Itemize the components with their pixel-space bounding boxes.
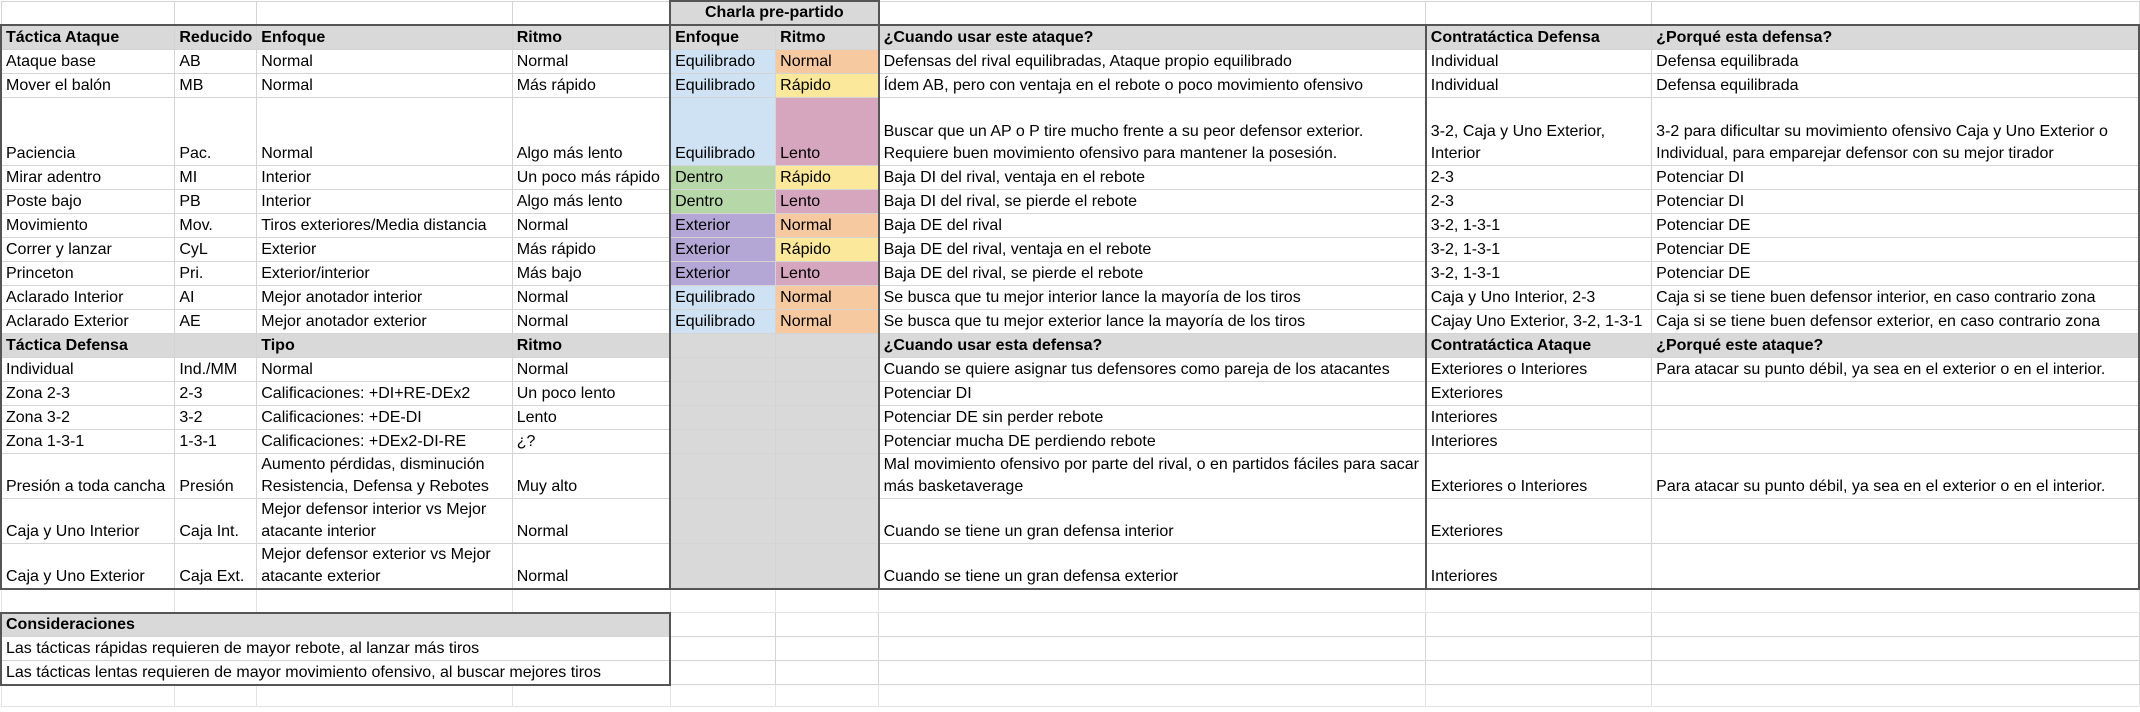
consideration-line[interactable]: Las tácticas rápidas requieren de mayor rebote, al lanzar más tiros [1, 637, 670, 661]
attack-cell[interactable]: 3-2 para dificultar su movimiento ofensivo Caja y Uno Exterior o Individual, para emparejar defensor con su mejor tirador [1652, 97, 2139, 165]
defense-cell[interactable]: Caja y Uno Exterior [1, 543, 175, 589]
defense-cell[interactable]: Cuando se quiere asignar tus defensores como pareja de los atacantes [879, 357, 1426, 381]
attack-cell[interactable]: Equilibrado [670, 49, 776, 73]
attack-cell[interactable]: Rápido [776, 165, 879, 189]
defense-cell[interactable]: Zona 2-3 [1, 381, 175, 405]
defense-cell[interactable]: Exteriores o Interiores [1426, 453, 1652, 498]
attack-cell[interactable]: Rápido [776, 73, 879, 97]
attack-cell[interactable]: Más rápido [512, 237, 670, 261]
empty-cell[interactable] [879, 1, 1426, 25]
empty-cell[interactable] [1426, 661, 1652, 685]
empty-cell[interactable] [175, 685, 257, 707]
defense-header-cell[interactable]: Ritmo [512, 333, 670, 357]
empty-cell[interactable] [1652, 589, 2139, 613]
empty-cell[interactable] [1652, 661, 2139, 685]
empty-cell[interactable] [175, 1, 257, 25]
attack-cell[interactable]: Exterior [670, 237, 776, 261]
empty-cell[interactable] [512, 1, 670, 25]
empty-cell[interactable] [1426, 589, 1652, 613]
attack-cell[interactable]: Dentro [670, 189, 776, 213]
attack-cell[interactable]: Potenciar DI [1652, 189, 2139, 213]
attack-cell[interactable]: Pac. [175, 97, 257, 165]
attack-cell[interactable]: Exterior [670, 213, 776, 237]
attack-cell[interactable]: Paciencia [1, 97, 175, 165]
attack-cell[interactable]: Un poco más rápido [512, 165, 670, 189]
defense-cell[interactable]: Caja Ext. [175, 543, 257, 589]
empty-cell[interactable] [1426, 613, 1652, 637]
empty-cell[interactable] [257, 685, 512, 707]
attack-cell[interactable]: Ataque base [1, 49, 175, 73]
attack-cell[interactable]: Equilibrado [670, 309, 776, 333]
defense-header-cell[interactable]: Tipo [257, 333, 512, 357]
defense-cell[interactable]: Muy alto [512, 453, 670, 498]
defense-header-cell[interactable]: Táctica Defensa [1, 333, 175, 357]
defense-cell[interactable]: Mal movimiento ofensivo por parte del rival, o en partidos fáciles para sacar más basketaverage [879, 453, 1426, 498]
attack-cell[interactable]: Normal [512, 213, 670, 237]
defense-cell[interactable]: Presión [175, 453, 257, 498]
attack-cell[interactable]: Se busca que tu mejor exterior lance la mayoría de los tiros [879, 309, 1426, 333]
defense-cell[interactable] [1652, 543, 2139, 589]
empty-cell[interactable] [512, 589, 670, 613]
defense-cell[interactable] [1652, 429, 2139, 453]
defense-header-cell[interactable]: ¿Porqué este ataque? [1652, 333, 2139, 357]
empty-cell[interactable] [1652, 637, 2139, 661]
attack-cell[interactable]: Más rápido [512, 73, 670, 97]
attack-cell[interactable]: Lento [776, 261, 879, 285]
attack-cell[interactable]: AB [175, 49, 257, 73]
defense-cell[interactable]: Interiores [1426, 405, 1652, 429]
attack-header-cell[interactable]: Enfoque [670, 25, 776, 49]
defense-cell[interactable] [670, 405, 776, 429]
empty-cell[interactable] [879, 613, 1426, 637]
defense-cell[interactable]: Potenciar DE sin perder rebote [879, 405, 1426, 429]
attack-header-cell[interactable]: Enfoque [257, 25, 512, 49]
defense-cell[interactable]: Potenciar DI [879, 381, 1426, 405]
attack-header-cell[interactable]: Contratáctica Defensa [1426, 25, 1652, 49]
defense-cell[interactable] [776, 405, 879, 429]
empty-cell[interactable] [670, 685, 776, 707]
attack-cell[interactable]: Normal [776, 49, 879, 73]
defense-cell[interactable]: Normal [257, 357, 512, 381]
defense-cell[interactable]: Para atacar su punto débil, ya sea en el exterior o en el interior. [1652, 453, 2139, 498]
attack-cell[interactable]: Aclarado Interior [1, 285, 175, 309]
attack-cell[interactable]: Caja y Uno Interior, 2-3 [1426, 285, 1652, 309]
attack-cell[interactable]: Potenciar DE [1652, 213, 2139, 237]
attack-cell[interactable]: Pri. [175, 261, 257, 285]
defense-cell[interactable]: Para atacar su punto débil, ya sea en el exterior o en el interior. [1652, 357, 2139, 381]
defense-cell[interactable] [776, 381, 879, 405]
empty-cell[interactable] [1426, 637, 1652, 661]
attack-cell[interactable]: Normal [512, 285, 670, 309]
attack-cell[interactable]: Buscar que un AP o P tire mucho frente a su peor defensor exterior. Requiere buen movimiento ofensivo para mantener la posesión. [879, 97, 1426, 165]
attack-cell[interactable]: Algo más lento [512, 189, 670, 213]
attack-header-cell[interactable]: ¿Cuando usar este ataque? [879, 25, 1426, 49]
defense-header-cell[interactable]: Contratáctica Ataque [1426, 333, 1652, 357]
empty-cell[interactable] [512, 685, 670, 707]
empty-cell[interactable] [1, 685, 175, 707]
defense-cell[interactable]: Calificaciones: +DI+RE-DEx2 [257, 381, 512, 405]
attack-cell[interactable]: Normal [257, 73, 512, 97]
defense-cell[interactable] [1652, 381, 2139, 405]
attack-cell[interactable]: Más bajo [512, 261, 670, 285]
attack-cell[interactable]: Individual [1426, 73, 1652, 97]
attack-cell[interactable]: Princeton [1, 261, 175, 285]
defense-cell[interactable]: Calificaciones: +DEx2-DI-RE [257, 429, 512, 453]
empty-cell[interactable] [1652, 613, 2139, 637]
attack-header-cell[interactable]: ¿Porqué esta defensa? [1652, 25, 2139, 49]
defense-cell[interactable]: Ind./MM [175, 357, 257, 381]
defense-cell[interactable] [776, 498, 879, 543]
empty-cell[interactable] [1652, 685, 2139, 707]
empty-cell[interactable] [670, 589, 776, 613]
attack-cell[interactable]: Exterior/interior [257, 261, 512, 285]
empty-cell[interactable] [670, 661, 776, 685]
attack-cell[interactable]: 3-2, 1-3-1 [1426, 213, 1652, 237]
defense-cell[interactable]: Calificaciones: +DE-DI [257, 405, 512, 429]
defense-cell[interactable]: Caja Int. [175, 498, 257, 543]
attack-cell[interactable]: Interior [257, 189, 512, 213]
attack-cell[interactable]: Lento [776, 97, 879, 165]
attack-cell[interactable]: Caja si se tiene buen defensor interior, en caso contrario zona [1652, 285, 2139, 309]
attack-cell[interactable]: Equilibrado [670, 73, 776, 97]
attack-cell[interactable]: Defensa equilibrada [1652, 49, 2139, 73]
attack-cell[interactable]: Defensa equilibrada [1652, 73, 2139, 97]
attack-cell[interactable]: Defensas del rival equilibradas, Ataque propio equilibrado [879, 49, 1426, 73]
attack-cell[interactable]: Interior [257, 165, 512, 189]
defense-cell[interactable] [670, 357, 776, 381]
defense-cell[interactable] [670, 429, 776, 453]
defense-cell[interactable]: Cuando se tiene un gran defensa interior [879, 498, 1426, 543]
empty-cell[interactable] [1, 1, 175, 25]
attack-cell[interactable]: Individual [1426, 49, 1652, 73]
defense-cell[interactable] [776, 429, 879, 453]
attack-header-cell[interactable]: Reducido [175, 25, 257, 49]
empty-cell[interactable] [776, 613, 879, 637]
attack-cell[interactable]: Mov. [175, 213, 257, 237]
empty-cell[interactable] [670, 613, 776, 637]
attack-cell[interactable]: Rápido [776, 237, 879, 261]
attack-cell[interactable]: Normal [257, 49, 512, 73]
attack-cell[interactable]: Caja si se tiene buen defensor exterior, en caso contrario zona [1652, 309, 2139, 333]
considerations-title[interactable]: Consideraciones [1, 613, 670, 637]
defense-cell[interactable]: Normal [512, 498, 670, 543]
defense-cell[interactable] [1652, 498, 2139, 543]
attack-cell[interactable]: Normal [776, 285, 879, 309]
attack-cell[interactable]: Cajay Uno Exterior, 3-2, 1-3-1 [1426, 309, 1652, 333]
defense-cell[interactable] [670, 498, 776, 543]
empty-cell[interactable] [879, 661, 1426, 685]
empty-cell[interactable] [670, 637, 776, 661]
defense-cell[interactable]: Normal [512, 543, 670, 589]
attack-cell[interactable]: Normal [512, 49, 670, 73]
attack-cell[interactable]: Tiros exteriores/Media distancia [257, 213, 512, 237]
empty-cell[interactable] [257, 1, 512, 25]
empty-cell[interactable] [776, 661, 879, 685]
attack-cell[interactable]: Potenciar DI [1652, 165, 2139, 189]
attack-cell[interactable]: Potenciar DE [1652, 261, 2139, 285]
defense-cell[interactable] [776, 357, 879, 381]
defense-cell[interactable]: 3-2 [175, 405, 257, 429]
defense-cell[interactable] [670, 453, 776, 498]
attack-cell[interactable]: Equilibrado [670, 285, 776, 309]
defense-cell[interactable]: Potenciar mucha DE perdiendo rebote [879, 429, 1426, 453]
sheet-title[interactable]: Charla pre-partido [670, 1, 879, 25]
attack-cell[interactable]: Normal [512, 309, 670, 333]
attack-cell[interactable]: PB [175, 189, 257, 213]
defense-cell[interactable]: Exteriores o Interiores [1426, 357, 1652, 381]
attack-cell[interactable]: 3-2, 1-3-1 [1426, 261, 1652, 285]
attack-cell[interactable]: Baja DE del rival, se pierde el rebote [879, 261, 1426, 285]
defense-cell[interactable]: Exteriores [1426, 498, 1652, 543]
attack-cell[interactable]: AE [175, 309, 257, 333]
defense-cell[interactable]: Lento [512, 405, 670, 429]
defense-cell[interactable]: Interiores [1426, 429, 1652, 453]
attack-cell[interactable]: Baja DI del rival, se pierde el rebote [879, 189, 1426, 213]
defense-cell[interactable] [776, 543, 879, 589]
attack-cell[interactable]: AI [175, 285, 257, 309]
empty-cell[interactable] [776, 637, 879, 661]
attack-cell[interactable]: MI [175, 165, 257, 189]
attack-cell[interactable]: Baja DI del rival, ventaja en el rebote [879, 165, 1426, 189]
empty-cell[interactable] [776, 589, 879, 613]
defense-cell[interactable]: Mejor defensor interior vs Mejor atacante interior [257, 498, 512, 543]
defense-cell[interactable]: Aumento pérdidas, disminución Resistencia, Defensa y Rebotes [257, 453, 512, 498]
defense-cell[interactable]: Individual [1, 357, 175, 381]
attack-cell[interactable]: Exterior [257, 237, 512, 261]
defense-cell[interactable]: Presión a toda cancha [1, 453, 175, 498]
empty-cell[interactable] [257, 589, 512, 613]
defense-cell[interactable]: Exteriores [1426, 381, 1652, 405]
attack-cell[interactable]: Potenciar DE [1652, 237, 2139, 261]
consideration-line[interactable]: Las tácticas lentas requieren de mayor movimiento ofensivo, al buscar mejores tiros [1, 661, 670, 685]
empty-cell[interactable] [175, 589, 257, 613]
defense-cell[interactable] [670, 381, 776, 405]
attack-cell[interactable]: Mejor anotador exterior [257, 309, 512, 333]
attack-cell[interactable]: CyL [175, 237, 257, 261]
defense-header-cell[interactable]: ¿Cuando usar esta defensa? [879, 333, 1426, 357]
attack-cell[interactable]: Poste bajo [1, 189, 175, 213]
defense-cell[interactable]: ¿? [512, 429, 670, 453]
attack-cell[interactable]: Normal [257, 97, 512, 165]
attack-header-cell[interactable]: Ritmo [776, 25, 879, 49]
defense-cell[interactable]: Zona 3-2 [1, 405, 175, 429]
defense-header-cell[interactable] [776, 333, 879, 357]
attack-cell[interactable]: Normal [776, 213, 879, 237]
defense-cell[interactable] [776, 453, 879, 498]
defense-cell[interactable]: Un poco lento [512, 381, 670, 405]
attack-cell[interactable]: 3-2, Caja y Uno Exterior, Interior [1426, 97, 1652, 165]
attack-cell[interactable]: Aclarado Exterior [1, 309, 175, 333]
empty-cell[interactable] [1652, 1, 2139, 25]
attack-cell[interactable]: Lento [776, 189, 879, 213]
attack-cell[interactable]: 2-3 [1426, 165, 1652, 189]
defense-cell[interactable]: Zona 1-3-1 [1, 429, 175, 453]
defense-cell[interactable]: Caja y Uno Interior [1, 498, 175, 543]
attack-cell[interactable]: Equilibrado [670, 97, 776, 165]
attack-cell[interactable]: Baja DE del rival [879, 213, 1426, 237]
empty-cell[interactable] [879, 637, 1426, 661]
attack-cell[interactable]: Se busca que tu mejor interior lance la mayoría de los tiros [879, 285, 1426, 309]
attack-cell[interactable]: 2-3 [1426, 189, 1652, 213]
attack-cell[interactable]: Mirar adentro [1, 165, 175, 189]
attack-cell[interactable]: Dentro [670, 165, 776, 189]
defense-cell[interactable]: Cuando se tiene un gran defensa exterior [879, 543, 1426, 589]
defense-cell[interactable]: Normal [512, 357, 670, 381]
defense-cell[interactable]: 1-3-1 [175, 429, 257, 453]
defense-cell[interactable]: Interiores [1426, 543, 1652, 589]
attack-cell[interactable]: Mejor anotador interior [257, 285, 512, 309]
attack-cell[interactable]: Normal [776, 309, 879, 333]
empty-cell[interactable] [1426, 1, 1652, 25]
attack-cell[interactable]: Movimiento [1, 213, 175, 237]
attack-cell[interactable]: 3-2, 1-3-1 [1426, 237, 1652, 261]
attack-header-cell[interactable]: Ritmo [512, 25, 670, 49]
attack-cell[interactable]: Exterior [670, 261, 776, 285]
attack-cell[interactable]: Ídem AB, pero con ventaja en el rebote o poco movimiento ofensivo [879, 73, 1426, 97]
defense-cell[interactable]: 2-3 [175, 381, 257, 405]
attack-cell[interactable]: Correr y lanzar [1, 237, 175, 261]
attack-header-cell[interactable]: Táctica Ataque [1, 25, 175, 49]
defense-header-cell[interactable] [175, 333, 257, 357]
attack-cell[interactable]: Baja DE del rival, ventaja en el rebote [879, 237, 1426, 261]
empty-cell[interactable] [1, 589, 175, 613]
attack-cell[interactable]: Mover el balón [1, 73, 175, 97]
defense-cell[interactable] [1652, 405, 2139, 429]
empty-cell[interactable] [879, 589, 1426, 613]
defense-cell[interactable]: Mejor defensor exterior vs Mejor atacante exterior [257, 543, 512, 589]
defense-cell[interactable] [670, 543, 776, 589]
attack-cell[interactable]: MB [175, 73, 257, 97]
defense-header-cell[interactable] [670, 333, 776, 357]
empty-cell[interactable] [776, 685, 879, 707]
empty-cell[interactable] [879, 685, 1426, 707]
attack-cell[interactable]: Algo más lento [512, 97, 670, 165]
empty-cell[interactable] [1426, 685, 1652, 707]
